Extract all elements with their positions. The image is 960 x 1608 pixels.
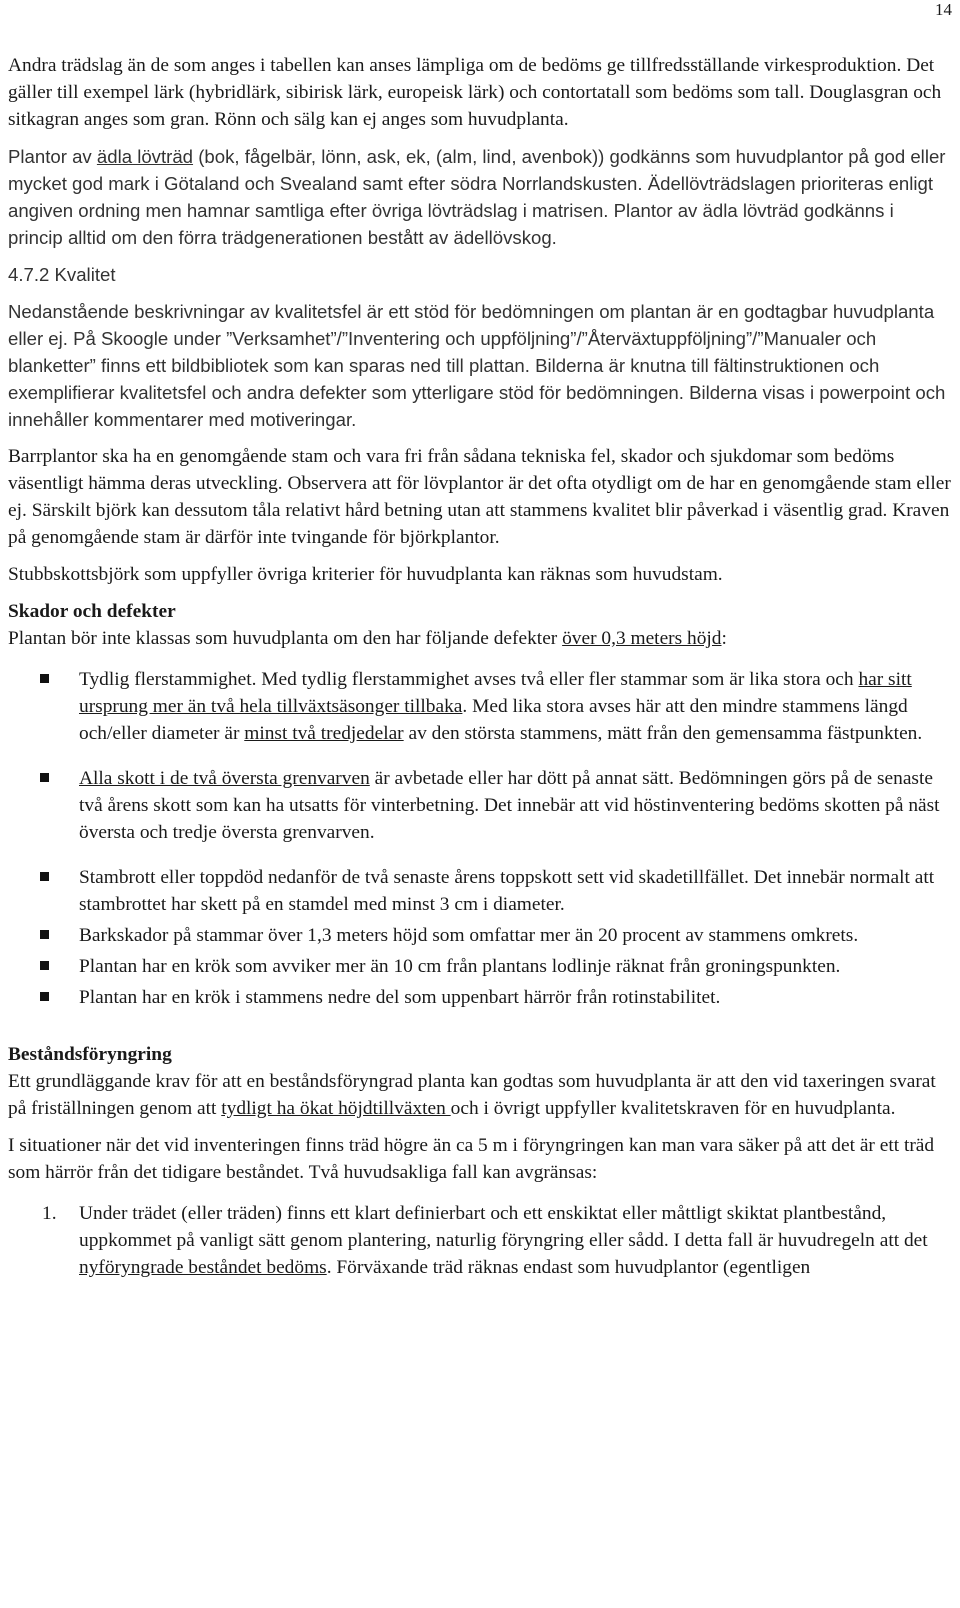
list-item-stem-break: Stambrott eller toppdöd nedanför de två senaste årens toppskott sett vid skadetillfället. Det innebär normalt att stambrottet har skett på en stamdel med minst 3 cm i diameter. (8, 864, 953, 918)
defects-heading: Skador och defekter (8, 601, 176, 622)
paragraph-noble-deciduous: Plantor av ädla lövträd (bok, fågelbär, lönn, ask, ek, (alm, lind, avenbok)) godkänns som huvudplantor på god eller mycket god mark i Götaland och Svealand samt efter södra Norrlandskusten. Ädellövträdslagen prioriteras enligt angiven ordning men hamnar samtliga efter övriga lövträdslag i matrisen. Plantor av ädla lövträd godkänns i princip alltid om den förra trädgenerationen bestått av ädellövskog. (8, 146, 946, 248)
list-item-browsed-shoots: Alla skott i de två översta grenvarven är avbetade eller har dött på annat sätt. Bedömningen görs på de senaste två årens skott som kan ha utsatts för vinterbetning. Det innebär att vid höstinventering bedöms skotten på näst översta och tredje översta grenvarven. (8, 765, 953, 846)
defects-intro: Plantan bör inte klassas som huvudplanta om den har följande defekter över 0,3 meters höjd: (8, 628, 727, 649)
bullet-square-icon (40, 992, 49, 1001)
page-number: 14 (935, 0, 952, 19)
bullet-square-icon (40, 930, 49, 939)
regeneration-paragraph-1: Ett grundläggande krav för att en beståndsföryngrad planta kan godtas som huvudplanta är att den vid taxeringen svarat på friställningen genom att tydligt ha ökat höjdtillväxten och i övrigt uppfyller kvalitetskraven för en huvudplanta. (8, 1071, 936, 1119)
paragraph-stump-sprout-birch: Stubbskottsbjörk som uppfyller övriga kriterier för huvudplanta kan räknas som huvudstam. (8, 564, 723, 585)
section-heading-quality: 4.7.2 Kvalitet (8, 264, 116, 285)
paragraph-conifer-stem: Barrplantor ska ha en genomgående stam och vara fri från sådana tekniska fel, skador och sjukdomar som bedöms väsentligt hämma deras utveckling. Observera att för lövplantor är det ofta otydligt om de har en genomgående stam eller ej. Särskilt björk kan dessutom tåla relativt hård betning utan att stammens kvalitet blir påverkad i väsentlig grad. Kraven på genomgående stam är därför inte tvingande för björkplantor. (8, 446, 951, 548)
paragraph-quality-intro: Nedanstående beskrivningar av kvalitetsfel är ett stöd för bedömningen om plantan är en godtagbar huvudplanta eller ej. På Skoogle under ”Verksamhet”/”Inventering och uppföljning”/”Återväxtuppföljning”/”Manualer och blanketter” finns ett bildbibliotek som kan sparas ned till plattan. Bilderna är knutna till fältinstruktionen och exemplifierar kvalitetsfel och andra defekter som ytterligare stöd för bedömningen. Bilderna visas i powerpoint och innehåller kommentarer med motiveringar. (8, 301, 946, 430)
noble-deciduous-link[interactable]: ädla lövträd (96, 146, 194, 167)
regeneration-heading: Beståndsföryngring (8, 1044, 172, 1065)
bullet-square-icon (40, 961, 49, 970)
cases-list (8, 1200, 953, 1281)
bullet-square-icon (40, 773, 49, 782)
list-number: 1. (42, 1203, 57, 1224)
list-item-multi-stem: Tydlig flerstammighet. Med tydlig flerstammighet avses två eller fler stammar som är lika stora och har sitt ursprung mer än två hela tillväxtsäsonger tillbaka. Med lika stora avses här att den mindre stammens längd och/eller diameter är minst två tredjedelar av den största stammens, mätt från den gemensamma fästpunkten. (8, 666, 953, 747)
defects-list (8, 666, 953, 1011)
regeneration-paragraph-2: I situationer när det vid inventeringen finns träd högre än ca 5 m i föryngringen kan man vara säker på att det är ett träd som härrör från det tidigare beståndet. Två huvudsakliga fall kan avgränsas: (8, 1135, 935, 1183)
paragraph-other-species: Andra trädslag än de som anges i tabellen kan anses lämpliga om de bedöms ge tillfredsställande virkesproduktion. Det gäller till exempel lärk (hybridlärk, sibirisk lärk, europeisk lärk) och contortatall som bedöms som tall. Douglasgran och sitkagran anges som gran. Rönn och sälg kan ej anges som huvudplanta. (8, 55, 942, 130)
list-item-case-1: 1. Under trädet (eller träden) finns ett klart definierbart och ett enskiktat eller måttligt skiktat plantbestånd, uppkommet på vanligt sätt genom plantering, naturlig föryngring eller sådd. I detta fall är huvudregeln att det nyföryngrade beståndet bedöms. Förväxande träd räknas endast som huvudplantor (egentligen (8, 1200, 953, 1281)
bullet-square-icon (40, 872, 49, 881)
bullet-square-icon (40, 674, 49, 683)
document-body (8, 52, 953, 1281)
list-item-root-instability: Plantan har en krök i stammens nedre del som uppenbart härrör från rotinstabilitet. (8, 984, 953, 1011)
list-item-crook: Plantan har en krök som avviker mer än 10 cm från plantans lodlinje räknat från groningspunkten. (8, 953, 953, 980)
list-item-bark-damage: Barkskador på stammar över 1,3 meters höjd som omfattar mer än 20 procent av stammens omkrets. (8, 922, 953, 949)
